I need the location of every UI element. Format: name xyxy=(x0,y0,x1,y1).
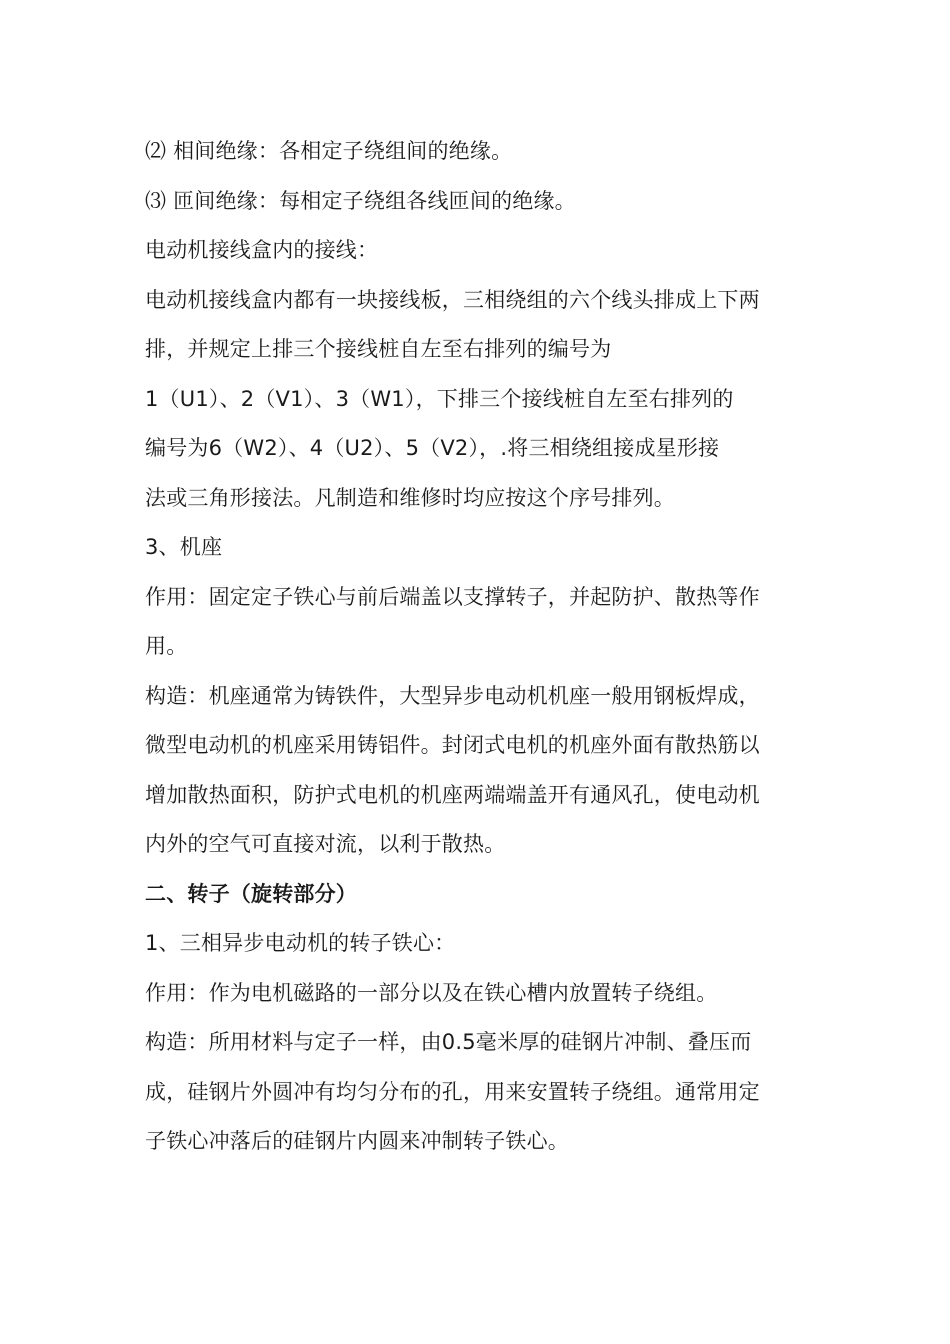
line-frame-function-1: 作用：固定定子铁心与前后端盖以支撑转子，并起防护、散热等作 xyxy=(145,584,760,609)
line-frame-structure-1: 构造：机座通常为铸铁件，大型异步电动机机座一般用钢板焊成， xyxy=(145,683,760,708)
line-frame-structure-3: 增加散热面积，防护式电机的机座两端端盖开有通风孔，使电动机 xyxy=(145,782,760,807)
line-rotor-core-function: 作用：作为电机磁路的一部分以及在铁心槽内放置转子绕组。 xyxy=(145,980,718,1005)
line-junction-box-title: 电动机接线盒内的接线： xyxy=(145,238,379,262)
line-frame-structure-4: 内外的空气可直接对流，以利于散热。 xyxy=(145,832,506,856)
line-junction-box-4: 编号为6（W2）、4（U2）、5（V2），.将三相绕组接成星形接 xyxy=(145,436,720,460)
line-frame-structure-2: 微型电动机的机座采用铸铝件。封闭式电机的机座外面有散热筋以 xyxy=(145,733,760,757)
subsection-rotor-core-heading: 1、三相异步电动机的转子铁心： xyxy=(145,931,456,955)
line-junction-box-1: 电动机接线盒内都有一块接线板，三相绕组的六个线头排成上下两 xyxy=(145,287,760,312)
line-rotor-core-structure-1: 构造：所用材料与定子一样，由0.5毫米厚的硅钢片冲制、叠压而 xyxy=(145,1030,752,1054)
line-junction-box-2: 排，并规定上排三个接线桩自左至右排列的编号为 xyxy=(145,337,612,361)
document-body xyxy=(145,127,815,1167)
line-phase-insulation: ⑵ 相间绝缘：各相定子绕组间的绝缘。 xyxy=(145,139,513,163)
line-rotor-core-structure-3: 子铁心冲落后的硅钢片内圆来冲制转子铁心。 xyxy=(145,1129,569,1153)
section-frame-heading: 3、机座 xyxy=(145,535,223,559)
line-rotor-core-structure-2: 成，硅钢片外圆冲有均匀分布的孔，用来安置转子绕组。通常用定 xyxy=(145,1079,760,1104)
line-turn-insulation: ⑶ 匝间绝缘：每相定子绕组各线匝间的绝缘。 xyxy=(145,188,576,213)
line-junction-box-5: 法或三角形接法。凡制造和维修时均应按这个序号排列。 xyxy=(145,485,675,510)
line-junction-box-3: 1（U1）、2（V1）、3（W1），下排三个接线桩自左至右排列的 xyxy=(145,386,734,411)
line-frame-function-2: 用。 xyxy=(145,634,188,658)
section-rotor-heading: 二、转子（旋转部分） xyxy=(145,881,357,906)
